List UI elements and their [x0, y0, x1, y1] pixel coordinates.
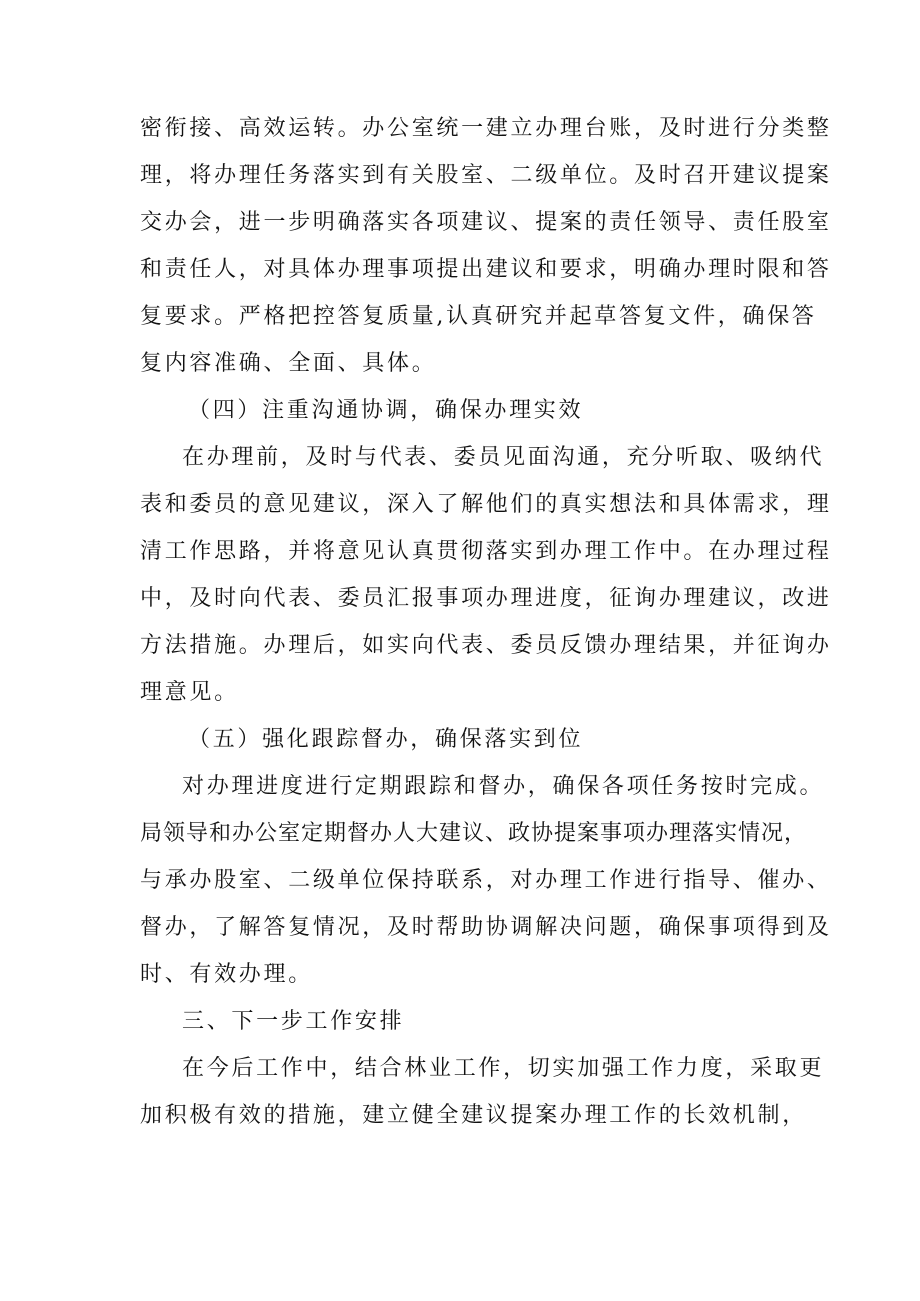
paragraph-2-line-5: 方法措施。办理后，如实向代表、委员反馈办理结果，并征询办 — [140, 633, 832, 658]
paragraph-3-line-3: 与承办股室、二级单位保持联系，对办理工作进行指导、催办、 — [140, 868, 832, 893]
paragraph-4-line-1: 在今后工作中，结合林业工作，切实加强工作力度，采取更 — [182, 1056, 825, 1081]
paragraph-1-line-2: 理，将办理任务落实到有关股室、二级单位。及时召开建议提案 — [140, 163, 832, 188]
section-heading-5: （五）强化跟踪督办，确保落实到位 — [188, 727, 584, 752]
paragraph-2-line-6: 理意见。 — [140, 680, 239, 705]
paragraph-1-line-1: 密衔接、高效运转。办公室统一建立办理台账，及时进行分类整 — [140, 116, 832, 141]
paragraph-3-line-2: 局领导和办公室定期督办人大建议、政协提案事项办理落实情况， — [140, 821, 808, 846]
paragraph-3-line-4: 督办，了解答复情况，及时帮助协调解决问题，确保事项得到及 — [140, 915, 832, 940]
paragraph-1-line-4: 和责任人，对具体办理事项提出建议和要求，明确办理时限和答 — [140, 257, 832, 282]
paragraph-2-line-4: 中，及时向代表、委员汇报事项办理进度，征询办理建议，改进 — [140, 586, 832, 611]
paragraph-2-line-3: 清工作思路，并将意见认真贯彻落实到办理工作中。在办理过程 — [140, 539, 832, 564]
paragraph-2-line-1: 在办理前，及时与代表、委员见面沟通，充分听取、吸纳代 — [182, 445, 825, 470]
paragraph-1-line-6: 复内容准确、全面、具体。 — [140, 351, 437, 376]
paragraph-2-line-2: 表和委员的意见建议，深入了解他们的真实想法和具体需求，理 — [140, 492, 832, 517]
section-heading-3: 三、下一步工作安排 — [182, 1009, 405, 1034]
paragraph-3-line-5: 时、有效办理。 — [140, 962, 313, 987]
paragraph-1-line-5: 复要求。严格把控答复质量,认真研究并起草答复文件，确保答 — [140, 304, 817, 329]
section-heading-4: （四）注重沟通协调，确保办理实效 — [188, 398, 584, 423]
paragraph-1-line-3: 交办会，进一步明确落实各项建议、提案的责任领导、责任股室 — [140, 210, 832, 235]
paragraph-4-line-2: 加积极有效的措施，建立健全建议提案办理工作的长效机制， — [140, 1103, 807, 1128]
paragraph-3-line-1: 对办理进度进行定期跟踪和督办，确保各项任务按时完成。 — [182, 774, 825, 799]
